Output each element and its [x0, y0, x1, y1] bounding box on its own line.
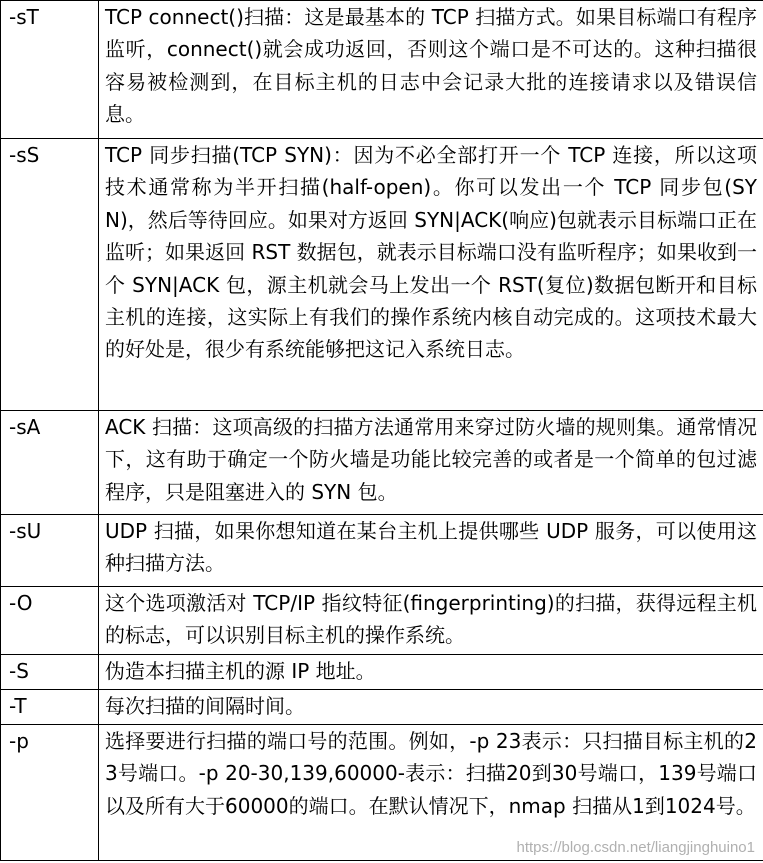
option-flag: -sA	[1, 411, 99, 515]
option-flag: -sT	[1, 1, 99, 139]
option-description: UDP 扫描，如果你想知道在某台主机上提供哪些 UDP 服务，可以使用这种扫描方法。	[99, 515, 763, 587]
table-row	[1, 515, 763, 587]
option-flag: -S	[1, 655, 99, 690]
table-row	[1, 587, 763, 655]
table-row	[1, 411, 763, 515]
option-description: ACK 扫描：这项高级的扫描方法通常用来穿过防火墙的规则集。通常情况下，这有助于确定一个防火墙是功能比较完善的或者是一个简单的包过滤程序，只是阻塞进入的 SYN 包。	[99, 411, 763, 515]
table-row	[1, 690, 763, 725]
table-row	[1, 139, 763, 411]
table-row	[1, 1, 763, 139]
table-row	[1, 655, 763, 690]
option-description: TCP connect()扫描：这是最基本的 TCP 扫描方式。如果目标端口有程序监听，connect()就会成功返回，否则这个端口是不可达的。这种扫描很容易被检测到，在目标主机的日志中会记录大批的连接请求以及错误信息。	[99, 1, 763, 139]
watermark: https://blog.csdn.net/liangjinghuino1	[516, 839, 755, 856]
option-description: TCP 同步扫描(TCP SYN)：因为不必全部打开一个 TCP 连接，所以这项技术通常称为半开扫描(half-open)。你可以发出一个 TCP 同步包(SYN)，然后等待回应。如果对方返回 SYN|ACK(响应)包就表示目标端口正在监听；如果返回 RST 数据包，就表示目标端口没有监听程序；如果收到一个 SYN|ACK 包，源主机就会马上发出一个 RST(复位)数据包断开和目标主机的连接，这实际上有我们的操作系统内核自动完成的。这项技术最大的好处是，很少有系统能够把这记入系统日志。	[99, 139, 763, 411]
option-flag: -p	[1, 725, 99, 861]
option-description: 每次扫描的间隔时间。	[99, 690, 763, 725]
option-flag: -sS	[1, 139, 99, 411]
option-flag: -O	[1, 587, 99, 655]
option-flag: -sU	[1, 515, 99, 587]
option-description: 这个选项激活对 TCP/IP 指纹特征(fingerprinting)的扫描，获得远程主机的标志，可以识别目标主机的操作系统。	[99, 587, 763, 655]
option-flag: -T	[1, 690, 99, 725]
option-description: 选择要进行扫描的端口号的范围。例如，-p 23表示：只扫描目标主机的23号端口。-p 20-30,139,60000-表示：扫描20到30号端口，139号端口以及所有大于60000的端口。在默认情况下，nmap 扫描从1到1024号。	[99, 725, 763, 861]
option-description: 伪造本扫描主机的源 IP 地址。	[99, 655, 763, 690]
